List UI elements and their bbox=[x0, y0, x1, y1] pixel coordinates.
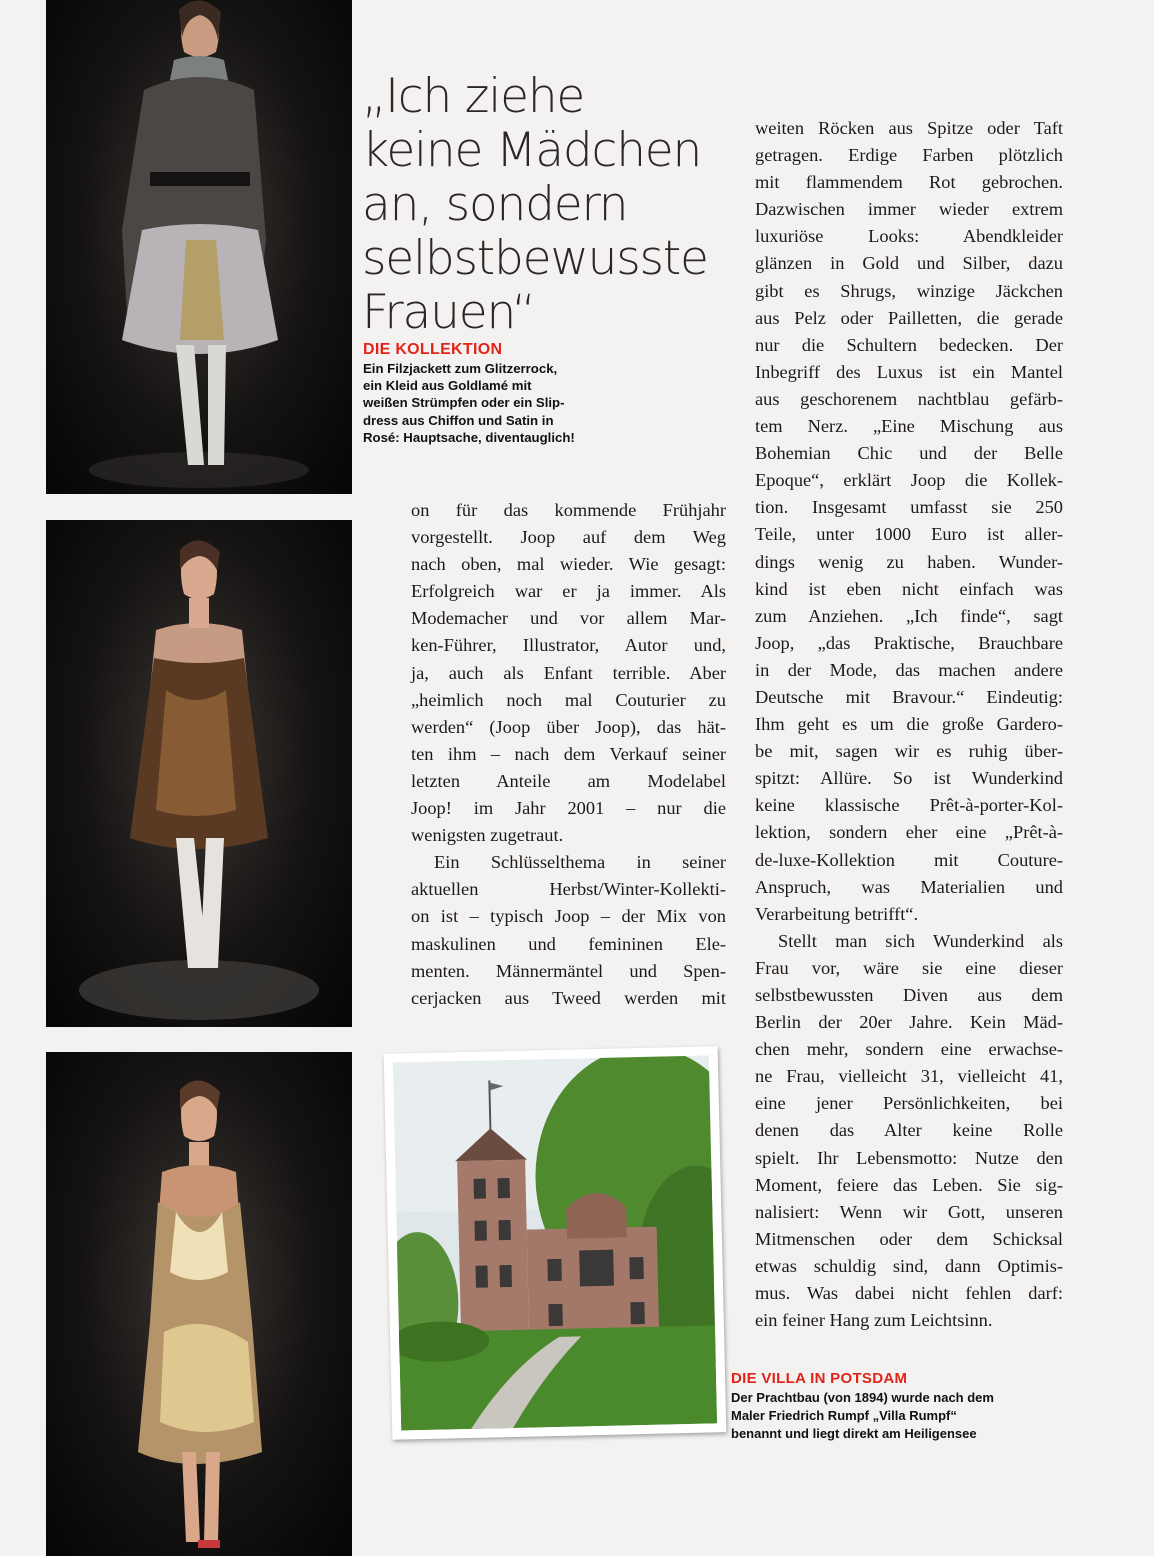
body-line: denen das Alter keine Rolle bbox=[755, 1120, 1063, 1141]
body-line: werden“ (Joop über Joop), das hät- bbox=[411, 716, 726, 737]
body-line: aktuellen Herbst/Winter-Kollekti- bbox=[411, 879, 726, 900]
body-line: lektion, sondern eher eine „Prêt-à- bbox=[755, 822, 1063, 843]
body-line: Deutsche mit Bravour.“ Eindeutig: bbox=[755, 686, 1063, 707]
body-line: kind ist eben nicht einfach was bbox=[755, 578, 1063, 599]
body-line: Bohemian Chic und der Belle bbox=[755, 443, 1063, 464]
body-line: luxuriöse Looks: Abendkleider bbox=[755, 226, 1063, 247]
runway-photo-tweed-jacket bbox=[46, 0, 352, 494]
body-line: ten ihm – nach dem Verkauf seiner bbox=[411, 743, 726, 764]
body-line: ken-Führer, Illustrator, Autor und, bbox=[411, 635, 726, 656]
body-line: Modemacher und vor allem Mar- bbox=[411, 608, 726, 629]
body-line: in der Mode, das machen andere bbox=[755, 659, 1063, 680]
body-line: tem Nerz. „Eine Mischung aus bbox=[755, 416, 1063, 437]
quote-line: Frauen“ bbox=[362, 285, 535, 340]
caption-line: Ein Filzjackett zum Glitzerrock, bbox=[363, 361, 558, 376]
body-line: Berlin der 20er Jahre. Kein Mäd- bbox=[755, 1012, 1063, 1033]
body-line: mit flammendem Rot gebrochen. bbox=[755, 172, 1063, 193]
quote-line: „Ich ziehe bbox=[362, 69, 585, 124]
body-line: keine klassische Prêt-à-porter-Kol- bbox=[755, 795, 1063, 816]
body-line: aus geschorenem nachtblau gefärb- bbox=[755, 388, 1063, 409]
body-line: gibt es Shrugs, winzige Jäckchen bbox=[755, 280, 1063, 301]
quote-line: an, sondern bbox=[362, 177, 628, 232]
caption-heading: DIE KOLLEKTION bbox=[363, 341, 503, 358]
body-line: on ist – typisch Joop – der Mix von bbox=[411, 906, 726, 927]
caption-heading: DIE VILLA IN POTSDAM bbox=[731, 1370, 908, 1387]
body-line: Joop! im Jahr 2001 – nur die bbox=[411, 798, 726, 819]
caption-line: benannt und liegt direkt am Heiligensee bbox=[731, 1426, 977, 1441]
quote-line: selbstbewusste bbox=[362, 231, 708, 286]
quote-line: keine Mädchen bbox=[362, 123, 702, 178]
body-line: zum Anziehen. „Ich finde“, sagt bbox=[755, 605, 1063, 626]
body-line: Mitmenschen oder dem Schicksal bbox=[755, 1228, 1063, 1249]
body-line: etwas schuldig sind, dann Optimis- bbox=[755, 1255, 1063, 1276]
caption-text bbox=[363, 360, 653, 446]
body-line: be mit, sagen wir es ruhig über- bbox=[755, 741, 1063, 762]
caption-collection bbox=[363, 340, 653, 446]
caption-text bbox=[731, 1389, 1071, 1443]
caption-line: Rosé: Hauptsache, diventauglich! bbox=[363, 429, 575, 445]
body-line: Joop, „das Praktische, Brauchbare bbox=[755, 632, 1063, 653]
body-line: mus. Was dabei nicht fehlen darf: bbox=[755, 1283, 1063, 1304]
caption-line: Der Prachtbau (von 1894) wurde nach dem bbox=[731, 1390, 994, 1405]
article-column-middle bbox=[411, 497, 726, 1012]
body-line: Epoque“, erklärt Joop die Kollek- bbox=[755, 470, 1063, 491]
body-line: spitzt: Allüre. So ist Wunderkind bbox=[755, 768, 1063, 789]
body-line: Dazwischen immer wieder extrem bbox=[755, 199, 1063, 220]
body-line: vorgestellt. Joop auf dem Weg bbox=[411, 527, 726, 548]
headline-quote bbox=[362, 70, 732, 340]
body-line: maskulinen und femininen Ele- bbox=[411, 933, 726, 954]
body-line: Ihm geht es um die große Gardero- bbox=[755, 714, 1063, 735]
caption-line: weißen Strümpfen oder ein Slip- bbox=[363, 395, 565, 411]
body-line: Stellt man sich Wunderkind als bbox=[778, 930, 1063, 951]
body-line: nur die Schultern bedecken. Der bbox=[755, 334, 1063, 355]
body-line: de-luxe-Kollektion mit Couture- bbox=[755, 849, 1063, 870]
body-line: Inbegriff des Luxus ist ein Mantel bbox=[755, 361, 1063, 382]
body-line: Teile, unter 1000 Euro ist aller- bbox=[755, 524, 1063, 545]
body-line: Verarbeitung betrifft“. bbox=[755, 903, 919, 924]
caption-line: ein Kleid aus Goldlamé mit bbox=[363, 378, 532, 394]
body-line: wenigsten zugetraut. bbox=[411, 825, 564, 846]
body-line: on für das kommende Frühjahr bbox=[411, 500, 726, 520]
body-line: menten. Männermäntel und Spen- bbox=[411, 960, 726, 981]
body-line: eine jener Persönlichkeiten, bei bbox=[755, 1093, 1063, 1114]
body-line: Erfolgreich war er ja immer. Als bbox=[411, 581, 726, 602]
body-line: cerjacken aus Tweed werden mit bbox=[411, 987, 726, 1008]
body-line: ja, auch als Enfant terrible. Aber bbox=[411, 662, 726, 683]
body-line: Frau vor, wäre sie eine dieser bbox=[755, 957, 1063, 978]
body-line: „heimlich noch mal Couturier zu bbox=[411, 689, 726, 710]
body-line: Moment, feiere das Leben. Sie sig- bbox=[755, 1174, 1063, 1195]
body-line: nach oben, mal wieder. Wie gesagt: bbox=[411, 554, 726, 575]
body-line: aus Pelz oder Pailletten, die gerade bbox=[755, 307, 1063, 328]
caption-line: Maler Friedrich Rumpf „Villa Rumpf“ bbox=[731, 1408, 957, 1423]
runway-photo-satin-dress bbox=[46, 1052, 352, 1556]
body-line: Anspruch, was Materialien und bbox=[755, 876, 1063, 897]
body-line: letzten Anteile am Modelabel bbox=[411, 770, 726, 791]
article-column-right bbox=[755, 115, 1063, 1334]
body-line: getragen. Erdige Farben plötzlich bbox=[755, 145, 1063, 166]
body-line: tion. Insgesamt umfasst sie 250 bbox=[755, 497, 1063, 518]
body-line: Ein Schlüsselthema in seiner bbox=[434, 852, 726, 873]
body-line: weiten Röcken aus Spitze oder Taft bbox=[755, 118, 1063, 138]
body-line: selbstbewussten Diven aus dem bbox=[755, 985, 1063, 1005]
body-line: ne Frau, vielleicht 31, vielleicht 41, bbox=[755, 1066, 1063, 1087]
body-line: dings wenig zu haben. Wunder- bbox=[755, 551, 1063, 572]
runway-photo-gold-dress bbox=[46, 520, 352, 1027]
body-line: ein feiner Hang zum Leichtsinn. bbox=[755, 1310, 993, 1331]
body-line: glänzen in Gold und Silber, dazu bbox=[755, 253, 1063, 274]
body-line: spielt. Ihr Lebensmotto: Nutze den bbox=[755, 1147, 1063, 1168]
villa-photo bbox=[384, 1046, 727, 1439]
body-line: nalisiert: Wenn wir Gott, unseren bbox=[755, 1201, 1063, 1222]
caption-villa bbox=[731, 1369, 1071, 1443]
caption-line: dress aus Chiffon und Satin in bbox=[363, 412, 554, 428]
body-line: chen mehr, sondern eine erwachse- bbox=[755, 1039, 1063, 1060]
